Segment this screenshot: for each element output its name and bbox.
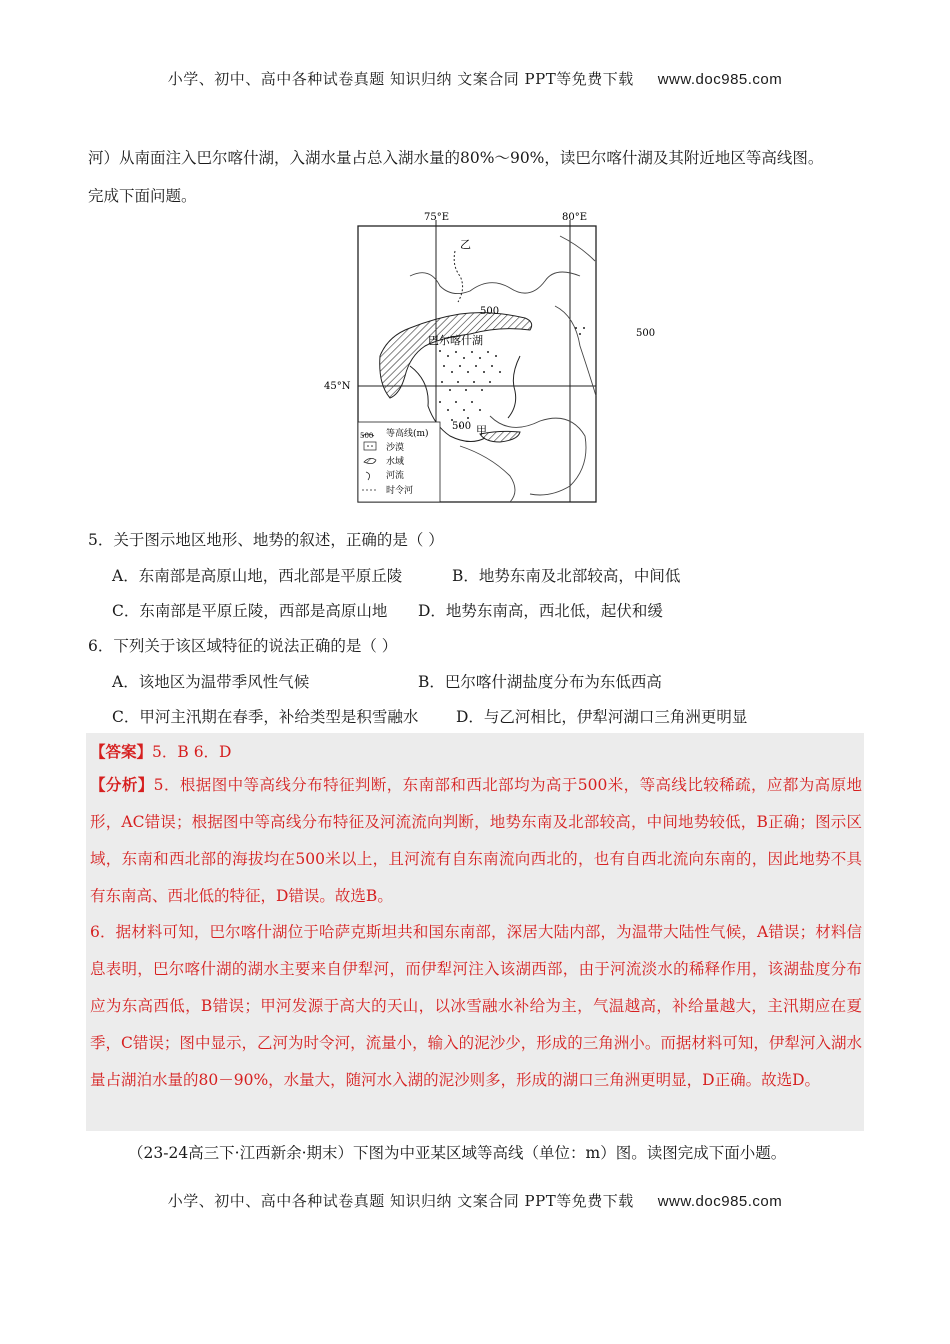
contour-map-svg [324,206,656,506]
q6-option-c: C．甲河主汛期在春季，补给类型是积雪融水 [112,708,419,726]
contour-label-2: 500 [636,328,656,339]
lat-45-label: 45°N [324,381,351,392]
header-site-link[interactable]: www.doc985.com [657,71,783,88]
intro-line-1: 河）从南面注入巴尔喀什湖，入湖水量占总入湖水量的80%～90%，读巴尔喀什湖及其附近地区等高线图。 [88,149,824,167]
answer-text: 5．B 6．D [152,743,232,761]
contour-label-3: 500 [452,421,472,432]
footer-text: 小学、初中、高中各种试卷真题 知识归纳 文案合同 PPT等免费下载 [167,1192,634,1210]
analysis-tag: 【分析】 [90,775,154,794]
answer-line [90,740,231,762]
page-footer [0,1190,950,1211]
legend-label-seasonal-river: 时令河 [386,486,414,496]
contour-map-figure [324,206,656,506]
lon-75-label: 75°E [424,212,450,223]
q5-option-c: C．东南部是平原丘陵，西部是高原山地 [112,602,388,620]
legend-label-desert: 沙漠 [386,443,405,453]
legend-label-river: 河流 [386,471,405,481]
q6-stem: 6．下列关于该区域特征的说法正确的是（ ） [88,637,398,655]
legend-label-water: 水域 [386,457,405,467]
q5-option-a: A．东南部是高原山地，西北部是平原丘陵 [112,567,403,585]
legend-symbol-contour: 500 [360,432,374,440]
intro-line-2: 完成下面问题。 [88,187,197,205]
header-text: 小学、初中、高中各种试卷真题 知识归纳 文案合同 PPT等免费下载 [167,70,634,88]
next-question-source: （23-24高三下·江西新余·期末）下图为中亚某区域等高线（单位：m）图。读图完成下面小题。 [128,1144,787,1162]
footer-site-link[interactable]: www.doc985.com [657,1193,783,1210]
analysis-q5 [90,766,862,915]
q6-option-d: D．与乙河相比，伊犁河湖口三角洲更明显 [456,708,748,726]
q5-stem: 5．关于图示地区地形、地势的叙述，正确的是（ ） [88,531,444,549]
legend-label-contour: 等高线(m) [386,429,429,439]
analysis-q6: 6．据材料可知，巴尔喀什湖位于哈萨克斯坦共和国东南部，深居大陆内部，为温带大陆性气候，A错误；材料信息表明，巴尔喀什湖的湖水主要来自伊犁河，而伊犁河注入该湖西部，由于河流淡水的稀释作用，该湖盐度分布应为东高西低，B错误；甲河发源于高大的天山，以冰雪融水补给为主，气温越高，补给量越大，主汛期应在夏季，C错误；图中显示，乙河为时令河，流量小，输入的泥沙少，形成的三角洲小。而据材料可知，伊犁河入湖水量占湖泊水量的80－90%，水量大，随河水入湖的泥沙则多，形成的湖口三角洲更明显，D正确。故选D。 [90,923,862,1089]
q5-option-d: D．地势东南高，西北低，起伏和缓 [418,602,663,620]
contour-label-1: 500 [480,306,500,317]
q5-option-b: B．地势东南及北部较高，中间低 [452,567,681,585]
q6-option-b: B．巴尔喀什湖盐度分布为东低西高 [418,673,662,691]
river-jia-label: 甲 [476,424,487,437]
analysis-q5-text: 5．根据图中等高线分布特征判断，东南部和西北部均为高于500米，等高线比较稀疏，应都为高原地形，AC错误；根据图中等高线分布特征及河流流向判断，地势东南及北部较高，中间地势较低，B正确；图示区域，东南和西北部的海拔均在500米以上，且河流有自东南流向西北的，也有自西北流向东南的，因此地势不具有东南高、西北低的特征，D错误。故选B。 [90,776,862,905]
page-header [0,68,950,89]
answer-tag: 【答案】 [90,742,153,761]
map-legend [358,422,440,502]
lon-80-label: 80°E [562,212,588,223]
river-yi-label: 乙 [460,238,471,251]
lake-name-label: 巴尔喀什湖 [428,334,483,347]
q6-option-a: A．该地区为温带季风性气候 [112,673,310,691]
